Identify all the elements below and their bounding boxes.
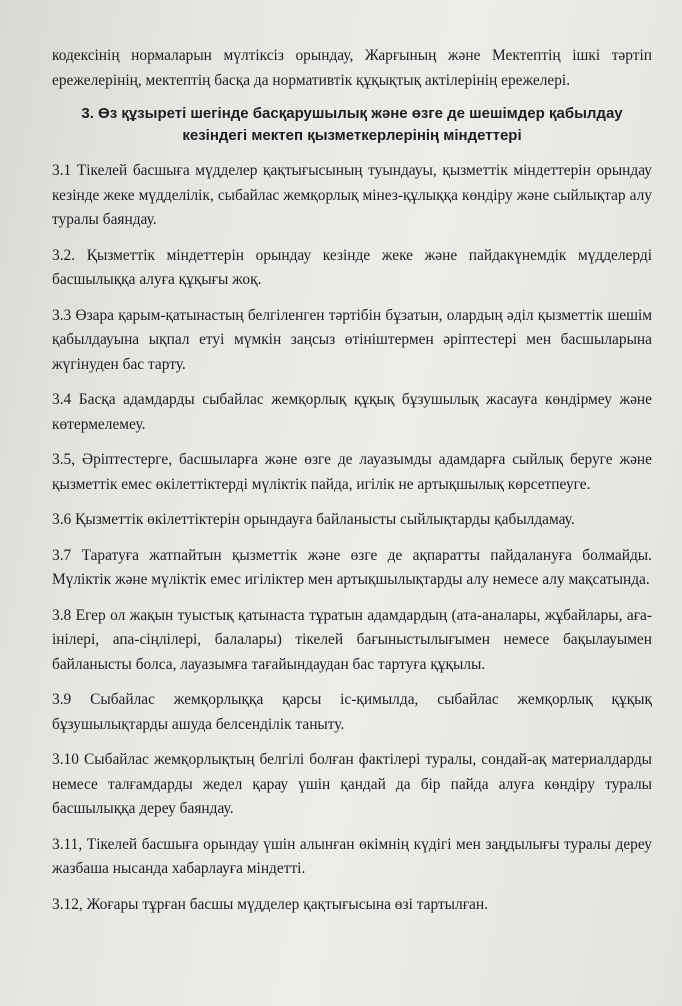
clause-3-4: 3.4 Басқа адамдарды сыбайлас жемқорлық құқық бұзушылық жасауға көндірмеу және көтермелемеу. (52, 391, 652, 433)
clause-3-8: 3.8 Егер ол жақын туыстық қатынаста тұратын адамдардың (ата-аналары, жұбайлары, аға-інілері, апа-сіңлілері, балалары) тікелей бағыныстылығымен немесе бақылауымен байланысты болса, лауазымға тағайындаудан бас тартуға құқылы. (52, 606, 652, 673)
section-title: 3. Өз құзыреті шегінде басқарушылық және өзге де шешімдер қабылдау кезіндегі мектеп қызметкерлерінің міндеттері (81, 105, 623, 144)
clause-3-10: 3.10 Сыбайлас жемқорлықтың белгілі болған фактілері туралы, сондай-ақ материалдарды немесе талғамдарды жедел қарау үшін қандай да бір пайда алуға көндіру туралы басшылыққа дереу баяндау. (52, 751, 652, 817)
intro-paragraph: кодексінің нормаларын мүлтіксіз орындау, Жарғының және Мектептің ішкі тәртіп ережелерінің, мектептің басқа да нормативтік құқықтық актілерінің ережелері. (52, 47, 652, 89)
clause-3-1: 3.1 Тікелей басшыға мүдделер қақтығысының туындауы, қызметтік міндеттерін орындау кезінде жеке мүдделілік, сыбайлас жемқорлық мінез-құлыққа көндіру және сыйлықтар алу туралы баяндау. (52, 162, 652, 228)
document-body (52, 44, 652, 928)
clause-3-12: 3.12, Жоғары тұрған басшы мүдделер қақтығысына өзі тартылған. (52, 895, 488, 913)
clause-3-3: 3.3 Өзара қарым-қатынастың белгіленген тәртібін бұзатын, олардың әділ қызметтік шешім қабылдауына ықпал етуі мүмкін заңсыз өтініштермен әріптестері мен басшыларына жүгінуден бас тарту. (52, 306, 652, 373)
clause-3-9: 3.9 Сыбайлас жемқорлыққа қарсы іс-қимылда, сыбайлас жемқорлық құқық бұзушылықтарды ашуда белсенділік таныту. (52, 691, 652, 733)
clause-3-6: 3.6 Қызметтік өкілеттіктерін орындауға байланысты сыйлықтарды қабылдамау. (52, 511, 575, 528)
clause-3-5: 3.5, Әріптестерге, басшыларға және өзге де лауазымды адамдарға сыйлық беруге және қызметтік емес өкілеттіктерді мүліктік пайда, игілік не артықшылық көрсетпеуге. (52, 451, 652, 493)
clause-3-7: 3.7 Таратуға жатпайтын қызметтік және өзге де ақпаратты пайдалануға болмайды. Мүліктік және мүліктік емес игіліктер мен артықшылықтарды алу немесе алу мақсатында. (52, 546, 652, 588)
clause-3-2: 3.2. Қызметтік міндеттерін орындау кезінде жеке және пайдакүнемдік мүдделерді басшылыққа алуға құқығы жоқ. (52, 246, 652, 288)
clause-3-11: 3.11, Тікелей басшыға орындау үшін алынған өкімнің күдігі мен заңдылығы туралы дереу жазбаша нысанда хабарлауға міндетті. (52, 835, 652, 877)
